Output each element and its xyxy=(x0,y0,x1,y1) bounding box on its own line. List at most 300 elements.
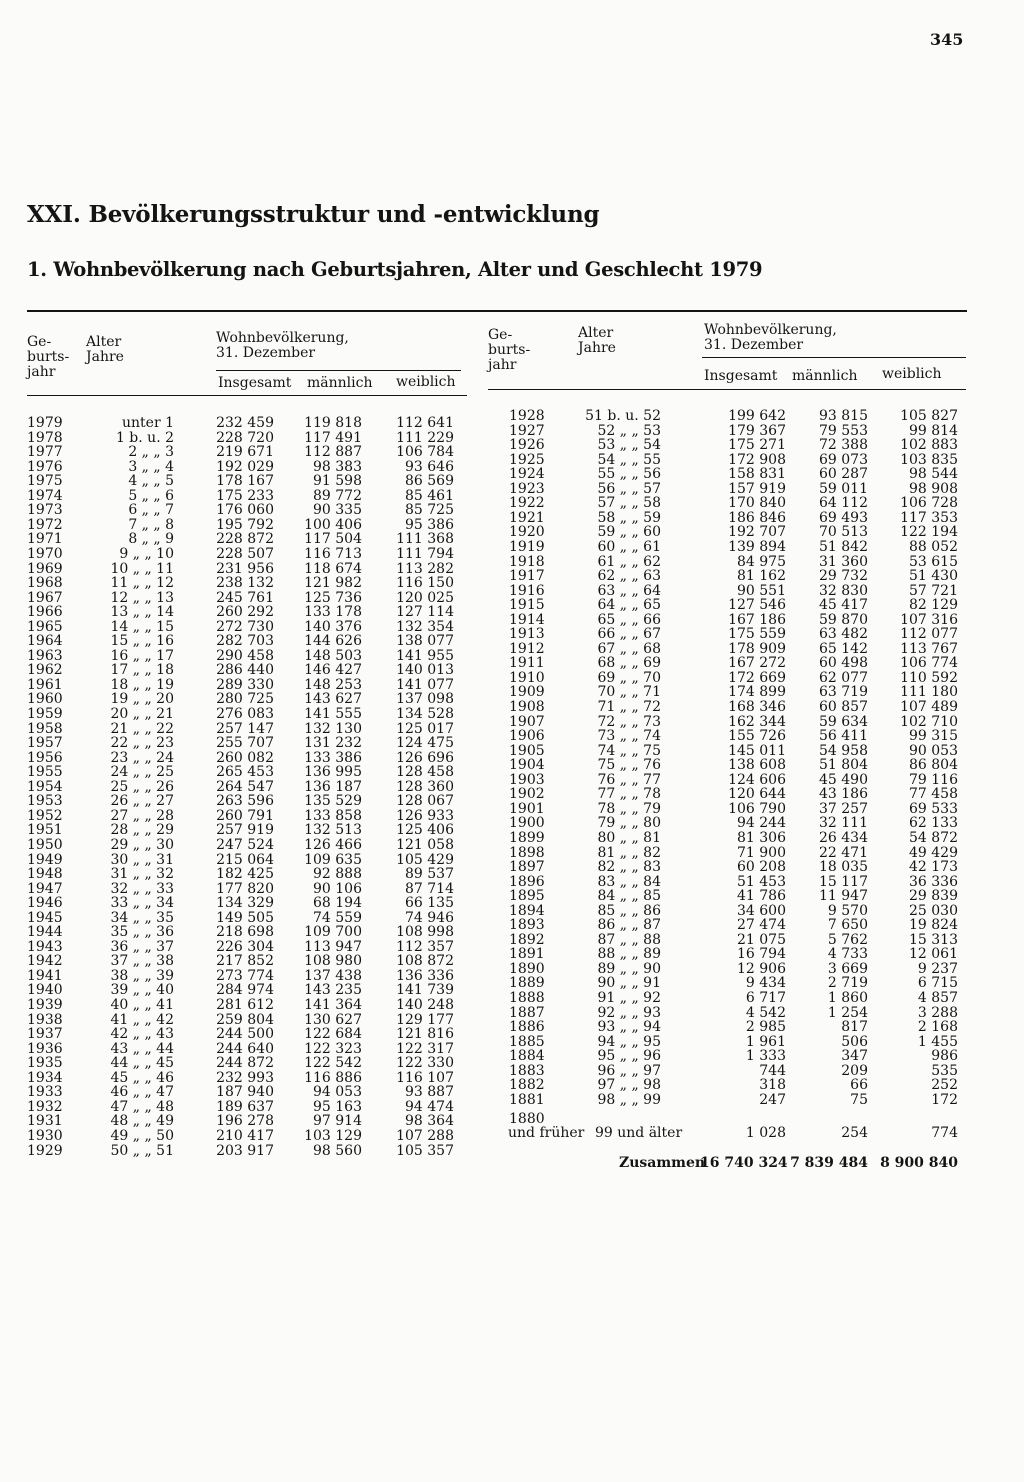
age-cell: 65 „ „ 66 xyxy=(597,611,661,628)
age-cell: 90 „ „ 91 xyxy=(597,975,661,992)
year-cell: 1919 xyxy=(509,538,545,555)
year-cell: 1918 xyxy=(509,553,545,570)
age-cell: 47 „ „ 48 xyxy=(110,1098,174,1115)
year-cell: 1886 xyxy=(509,1019,545,1036)
maennlich-cell: 90 106 xyxy=(313,880,362,897)
maennlich-cell: 125 736 xyxy=(304,589,362,606)
weiblich-cell: 535 xyxy=(931,1062,958,1079)
weiblich-cell: 141 955 xyxy=(396,647,454,664)
maennlich-cell: 144 626 xyxy=(304,633,362,650)
insgesamt-cell: 157 919 xyxy=(728,480,786,497)
age-cell: 68 „ „ 69 xyxy=(597,655,661,672)
age-cell: 27 „ „ 28 xyxy=(110,807,174,824)
age-cell: 59 „ „ 60 xyxy=(597,524,661,541)
weiblich-cell: 4 857 xyxy=(917,990,958,1006)
maennlich-cell: 60 498 xyxy=(819,655,868,672)
age-cell: 4 „ „ 5 xyxy=(128,473,174,490)
year-cell: 1968 xyxy=(27,575,63,592)
age-cell: 79 „ „ 80 xyxy=(597,815,661,832)
maennlich-cell: 103 129 xyxy=(304,1127,362,1144)
insgesamt-cell: 2 985 xyxy=(745,1019,786,1036)
maennlich-cell: 133 386 xyxy=(304,749,362,766)
maennlich-cell: 347 xyxy=(841,1048,868,1065)
weiblich-cell: 116 150 xyxy=(396,575,454,592)
insgesamt-cell: 260 292 xyxy=(216,604,274,621)
insgesamt-cell: 176 060 xyxy=(216,502,274,519)
table-top-rule xyxy=(27,310,967,312)
insgesamt-cell: 149 505 xyxy=(216,909,274,926)
insgesamt-cell: 16 794 xyxy=(737,946,786,963)
insgesamt-cell: 1 333 xyxy=(745,1048,786,1065)
age-cell: 21 „ „ 22 xyxy=(110,720,174,737)
year-cell: 1967 xyxy=(27,589,63,606)
year-cell: 1920 xyxy=(509,524,545,541)
insgesamt-cell: 286 440 xyxy=(216,662,274,679)
age-cell: 13 „ „ 14 xyxy=(110,604,174,621)
age-cell: 1 b. u. 2 xyxy=(115,429,174,446)
age-cell: 28 „ „ 29 xyxy=(110,822,174,839)
insgesamt-cell: 90 551 xyxy=(737,582,786,599)
age-cell: 85 „ „ 86 xyxy=(597,902,661,919)
right-subheader-rule xyxy=(702,357,966,358)
insgesamt-cell: 187 940 xyxy=(216,1084,274,1101)
age-cell: 87 „ „ 88 xyxy=(597,931,661,948)
insgesamt-cell: 290 458 xyxy=(216,647,274,664)
header-geburtsjahr: Ge- burts- jahr xyxy=(27,334,70,380)
maennlich-cell: 137 438 xyxy=(304,967,362,984)
insgesamt-cell: 6 717 xyxy=(745,990,786,1006)
maennlich-cell: 64 112 xyxy=(819,495,868,512)
weiblich-cell: 113 767 xyxy=(900,640,958,657)
age-cell: 57 „ „ 58 xyxy=(597,495,661,512)
weiblich-cell: 107 316 xyxy=(900,611,958,628)
age-cell: 11 „ „ 12 xyxy=(110,575,174,592)
maennlich-cell: 22 471 xyxy=(819,844,868,861)
year-cell: 1921 xyxy=(509,509,545,526)
year-cell: 1949 xyxy=(27,851,63,868)
maennlich-cell: 32 111 xyxy=(819,815,868,832)
age-cell: 41 „ „ 42 xyxy=(110,1011,174,1028)
maennlich-cell: 131 232 xyxy=(304,735,362,752)
maennlich-cell: 97 914 xyxy=(313,1113,362,1130)
year-cell: 1891 xyxy=(509,946,545,963)
weiblich-cell: 88 052 xyxy=(909,538,958,555)
insgesamt-cell: 272 730 xyxy=(216,618,274,635)
age-cell: 98 „ „ 99 xyxy=(597,1091,661,1108)
age-cell: 44 „ „ 45 xyxy=(110,1055,174,1072)
maennlich-cell: 141 555 xyxy=(304,706,362,722)
insgesamt-cell: 257 147 xyxy=(216,720,274,737)
year-cell: 1931 xyxy=(27,1113,63,1130)
maennlich-cell: 68 194 xyxy=(313,895,362,912)
age-cell: 82 „ „ 83 xyxy=(597,859,661,876)
year-cell: 1922 xyxy=(509,495,545,512)
maennlich-cell: 75 xyxy=(850,1091,868,1108)
year-cell: 1902 xyxy=(509,786,545,803)
total-weiblich: 8 900 840 xyxy=(880,1155,958,1171)
weiblich-cell: 112 077 xyxy=(900,626,958,643)
year-cell: 1932 xyxy=(27,1098,63,1115)
page-number: 345 xyxy=(930,30,964,49)
insgesamt-cell: 260 082 xyxy=(216,749,274,766)
header-alter: Alter Jahre xyxy=(578,325,616,356)
year-cell: 1958 xyxy=(27,720,63,737)
insgesamt-cell: 318 xyxy=(759,1077,786,1094)
insgesamt-cell: 12 906 xyxy=(737,960,786,977)
weiblich-cell: 29 839 xyxy=(909,888,958,905)
insgesamt-cell: 167 272 xyxy=(728,655,786,672)
weiblich-cell: 136 336 xyxy=(396,967,454,984)
age-cell: 33 „ „ 34 xyxy=(110,895,174,912)
insgesamt-cell: 260 791 xyxy=(216,807,274,824)
year-cell: 1954 xyxy=(27,778,63,795)
age-cell: 24 „ „ 25 xyxy=(110,764,174,781)
year-cell: 1884 xyxy=(509,1048,545,1065)
age-cell: 2 „ „ 3 xyxy=(128,444,174,461)
maennlich-cell: 146 427 xyxy=(304,662,362,679)
insgesamt-cell: 124 606 xyxy=(728,771,786,788)
age-cell: 14 „ „ 15 xyxy=(110,618,174,635)
insgesamt-cell: 195 792 xyxy=(216,516,274,533)
maennlich-cell: 122 323 xyxy=(304,1040,362,1057)
maennlich-cell: 62 077 xyxy=(819,669,868,686)
year-cell: 1913 xyxy=(509,626,545,643)
header-wohnbevoelkerung: Wohnbevölkerung, 31. Dezember xyxy=(216,330,349,361)
weiblich-cell: 112 357 xyxy=(396,938,454,955)
year-cell: 1952 xyxy=(27,807,63,824)
insgesamt-cell: 273 774 xyxy=(216,967,274,984)
weiblich-cell: 98 544 xyxy=(909,466,958,483)
weiblich-cell: 62 133 xyxy=(909,815,958,832)
weiblich-cell: 120 025 xyxy=(396,589,454,606)
year-cell: 1953 xyxy=(27,793,63,810)
age-cell: 89 „ „ 90 xyxy=(597,960,661,977)
age-cell: 80 „ „ 81 xyxy=(597,829,661,846)
weiblich-cell: 53 615 xyxy=(909,553,958,570)
age-cell: 25 „ „ 26 xyxy=(110,778,174,795)
weiblich-cell: 126 696 xyxy=(396,749,454,766)
weiblich-cell: 122 194 xyxy=(900,524,958,541)
maennlich-cell: 143 627 xyxy=(304,691,362,708)
maennlich-cell: 45 490 xyxy=(819,771,868,788)
maennlich-cell: 43 186 xyxy=(819,786,868,803)
weiblich-cell: 126 933 xyxy=(396,807,454,824)
age-cell: 83 „ „ 84 xyxy=(597,873,661,890)
insgesamt-cell: 257 919 xyxy=(216,822,274,839)
weiblich-cell: 105 827 xyxy=(900,408,958,424)
insgesamt-cell: 51 453 xyxy=(737,873,786,890)
age-cell: 37 „ „ 38 xyxy=(110,953,174,970)
maennlich-cell: 112 887 xyxy=(304,444,362,461)
maennlich-cell: 1 254 xyxy=(827,1004,868,1021)
insgesamt-cell: 158 831 xyxy=(728,466,786,483)
insgesamt-cell: 170 840 xyxy=(728,495,786,512)
maennlich-cell: 140 376 xyxy=(304,618,362,635)
maennlich-cell: 59 870 xyxy=(819,611,868,628)
year-cell: 1882 xyxy=(509,1077,545,1094)
weiblich-cell: 103 835 xyxy=(900,451,958,468)
year-cell: 1914 xyxy=(509,611,545,628)
weiblich-cell: 57 721 xyxy=(909,582,958,599)
age-cell: 78 „ „ 79 xyxy=(597,800,661,817)
year-cell: 1940 xyxy=(27,982,63,999)
weiblich-cell: 102 883 xyxy=(900,437,958,454)
year-cell: 1938 xyxy=(27,1011,63,1028)
insgesamt-cell: 27 474 xyxy=(737,917,786,934)
maennlich-cell: 133 858 xyxy=(304,807,362,824)
weiblich-cell: 49 429 xyxy=(909,844,958,861)
insgesamt-cell: 9 434 xyxy=(745,975,786,992)
insgesamt-cell: 199 642 xyxy=(728,408,786,424)
maennlich-cell: 70 513 xyxy=(819,524,868,541)
year-cell: 1909 xyxy=(509,684,545,701)
weiblich-cell: 125 406 xyxy=(396,822,454,839)
maennlich-cell: 90 335 xyxy=(313,502,362,519)
age-cell: 48 „ „ 49 xyxy=(110,1113,174,1130)
insgesamt-cell: 178 909 xyxy=(728,640,786,657)
maennlich-cell: 56 411 xyxy=(819,728,868,745)
weiblich-cell: 108 998 xyxy=(396,924,454,941)
age-cell: 7 „ „ 8 xyxy=(128,516,174,533)
weiblich-cell: 134 528 xyxy=(396,706,454,722)
maennlich-cell: 136 187 xyxy=(304,778,362,795)
age-cell: 66 „ „ 67 xyxy=(597,626,661,643)
weiblich-cell: 6 715 xyxy=(917,975,958,992)
insgesamt-cell: 264 547 xyxy=(216,778,274,795)
age-cell: 5 „ „ 6 xyxy=(128,487,174,504)
year-cell: 1934 xyxy=(27,1069,63,1086)
age-cell: 42 „ „ 43 xyxy=(110,1026,174,1043)
year-cell: 1908 xyxy=(509,699,545,715)
insgesamt-cell: 189 637 xyxy=(216,1098,274,1115)
weiblich-cell: 128 067 xyxy=(396,793,454,810)
insgesamt-cell: 134 329 xyxy=(216,895,274,912)
maennlich-cell: 135 529 xyxy=(304,793,362,810)
header-weiblich: weiblich xyxy=(882,366,942,382)
weiblich-cell: 132 354 xyxy=(396,618,454,635)
insgesamt-cell: 21 075 xyxy=(737,931,786,948)
maennlich-cell: 59 011 xyxy=(819,480,868,497)
weiblich-cell: 122 317 xyxy=(396,1040,454,1057)
age-cell: 20 „ „ 21 xyxy=(110,706,174,722)
year-cell: 1961 xyxy=(27,676,63,693)
year-cell: 1975 xyxy=(27,473,63,490)
weiblich-cell: 107 288 xyxy=(396,1127,454,1144)
age-cell: 8 „ „ 9 xyxy=(128,531,174,548)
maennlich-cell: 31 360 xyxy=(819,553,868,570)
insgesamt-cell: 247 524 xyxy=(216,836,274,853)
insgesamt-cell: 228 720 xyxy=(216,429,274,446)
insgesamt-cell: 172 669 xyxy=(728,669,786,686)
insgesamt-cell: 226 304 xyxy=(216,938,274,955)
insgesamt-cell: 281 612 xyxy=(216,997,274,1013)
weiblich-cell: 19 824 xyxy=(909,917,958,934)
age-cell: 40 „ „ 41 xyxy=(110,997,174,1013)
insgesamt-cell: 145 011 xyxy=(728,742,786,759)
maennlich-cell: 143 235 xyxy=(304,982,362,999)
insgesamt-cell: 178 167 xyxy=(216,473,274,490)
age-cell: 3 „ „ 4 xyxy=(128,458,174,475)
weiblich-cell: 116 107 xyxy=(396,1069,454,1086)
year-cell: 1929 xyxy=(27,1142,63,1159)
maennlich-cell: 60 287 xyxy=(819,466,868,483)
year-cell: 1904 xyxy=(509,757,545,774)
year-cell: 1957 xyxy=(27,735,63,752)
maennlich-cell: 132 130 xyxy=(304,720,362,737)
total-insgesamt: 16 740 324 xyxy=(700,1155,788,1171)
maennlich-cell: 116 886 xyxy=(304,1069,362,1086)
chapter-title: XXI. Bevölkerungsstruktur und -entwicklung xyxy=(27,201,600,228)
maennlich-cell: 93 815 xyxy=(819,408,868,424)
year-cell: 1963 xyxy=(27,647,63,664)
maennlich-cell: 74 559 xyxy=(313,909,362,926)
year-cell: 1907 xyxy=(509,713,545,730)
age-cell: 39 „ „ 40 xyxy=(110,982,174,999)
header-insgesamt: Insgesamt xyxy=(704,368,778,384)
weiblich-cell: 127 114 xyxy=(396,604,454,621)
age-cell: 99 und älter xyxy=(595,1125,683,1141)
maennlich-cell: 109 635 xyxy=(304,851,362,868)
insgesamt-cell: 228 507 xyxy=(216,545,274,562)
age-cell: 96 „ „ 97 xyxy=(597,1062,661,1079)
insgesamt-cell: 215 064 xyxy=(216,851,274,868)
age-cell: 35 „ „ 36 xyxy=(110,924,174,941)
maennlich-cell: 79 553 xyxy=(819,422,868,439)
year-cell: 1977 xyxy=(27,444,63,461)
insgesamt-cell: 175 559 xyxy=(728,626,786,643)
maennlich-cell: 119 818 xyxy=(304,415,362,431)
age-cell: 63 „ „ 64 xyxy=(597,582,661,599)
year-cell: 1971 xyxy=(27,531,63,548)
age-cell: 15 „ „ 16 xyxy=(110,633,174,650)
header-geburtsjahr: Ge- burts- jahr xyxy=(488,327,531,373)
insgesamt-cell: 139 894 xyxy=(728,538,786,555)
maennlich-cell: 26 434 xyxy=(819,829,868,846)
insgesamt-cell: 289 330 xyxy=(216,676,274,693)
year-cell: 1945 xyxy=(27,909,63,926)
weiblich-cell: 3 288 xyxy=(917,1004,958,1021)
year-cell: 1972 xyxy=(27,516,63,533)
year-cell: 1901 xyxy=(509,800,545,817)
maennlich-cell: 148 253 xyxy=(304,676,362,693)
insgesamt-cell: 218 698 xyxy=(216,924,274,941)
weiblich-cell: 86 804 xyxy=(909,757,958,774)
age-cell: 49 „ „ 50 xyxy=(110,1127,174,1144)
year-cell: 1893 xyxy=(509,917,545,934)
insgesamt-cell: 247 xyxy=(759,1091,786,1108)
weiblich-cell: 85 461 xyxy=(405,487,454,504)
insgesamt-cell: 186 846 xyxy=(728,509,786,526)
maennlich-cell: 122 684 xyxy=(304,1026,362,1043)
maennlich-cell: 51 842 xyxy=(819,538,868,555)
age-cell: 74 „ „ 75 xyxy=(597,742,661,759)
year-cell: 1936 xyxy=(27,1040,63,1057)
year-cell: 1887 xyxy=(509,1004,545,1021)
insgesamt-cell: 127 546 xyxy=(728,597,786,614)
year-cell: 1896 xyxy=(509,873,545,890)
year-cell: 1917 xyxy=(509,568,545,585)
weiblich-cell: 66 135 xyxy=(405,895,454,912)
year-cell: 1881 xyxy=(509,1091,545,1108)
year-cell: 1899 xyxy=(509,829,545,846)
maennlich-cell: 506 xyxy=(841,1033,868,1050)
weiblich-cell: 90 053 xyxy=(909,742,958,759)
year-cell: 1924 xyxy=(509,466,545,483)
weiblich-cell: 93 887 xyxy=(405,1084,454,1101)
insgesamt-cell: 155 726 xyxy=(728,728,786,745)
age-cell: 91 „ „ 92 xyxy=(597,990,661,1006)
maennlich-cell: 98 560 xyxy=(313,1142,362,1159)
maennlich-cell: 91 598 xyxy=(313,473,362,490)
year-cell: 1944 xyxy=(27,924,63,941)
weiblich-cell: 111 229 xyxy=(396,429,454,446)
maennlich-cell: 118 674 xyxy=(304,560,362,577)
year-cell: 1974 xyxy=(27,487,63,504)
weiblich-cell: 110 592 xyxy=(900,669,958,686)
insgesamt-cell: 1 028 xyxy=(745,1125,786,1141)
year-cell: 1959 xyxy=(27,706,63,722)
insgesamt-cell: 265 453 xyxy=(216,764,274,781)
year-cell: 1926 xyxy=(509,437,545,454)
year-cell: 1889 xyxy=(509,975,545,992)
year-cell: 1900 xyxy=(509,815,545,832)
year-cell: 1964 xyxy=(27,633,63,650)
weiblich-cell: 125 017 xyxy=(396,720,454,737)
weiblich-cell: 113 282 xyxy=(396,560,454,577)
maennlich-cell: 59 634 xyxy=(819,713,868,730)
year-cell: 1943 xyxy=(27,938,63,955)
age-cell: 38 „ „ 39 xyxy=(110,967,174,984)
maennlich-cell: 95 163 xyxy=(313,1098,362,1115)
weiblich-cell: 128 360 xyxy=(396,778,454,795)
age-cell: 55 „ „ 56 xyxy=(597,466,661,483)
weiblich-cell: 117 353 xyxy=(900,509,958,526)
age-cell: 32 „ „ 33 xyxy=(110,880,174,897)
age-cell: 88 „ „ 89 xyxy=(597,946,661,963)
insgesamt-cell: 4 542 xyxy=(745,1004,786,1021)
insgesamt-cell: 192 707 xyxy=(728,524,786,541)
weiblich-cell: 111 368 xyxy=(396,531,454,548)
weiblich-cell: 986 xyxy=(931,1048,958,1065)
insgesamt-cell: 244 872 xyxy=(216,1055,274,1072)
insgesamt-cell: 81 306 xyxy=(737,829,786,846)
weiblich-cell: 95 386 xyxy=(405,516,454,533)
weiblich-cell: 105 357 xyxy=(396,1142,454,1159)
maennlich-cell: 117 491 xyxy=(304,429,362,446)
age-cell: 26 „ „ 27 xyxy=(110,793,174,810)
insgesamt-cell: 244 640 xyxy=(216,1040,274,1057)
year-cell: 1941 xyxy=(27,967,63,984)
age-cell: 31 „ „ 32 xyxy=(110,866,174,883)
year-cell: 1955 xyxy=(27,764,63,781)
insgesamt-cell: 177 820 xyxy=(216,880,274,897)
header-weiblich: weiblich xyxy=(396,374,456,390)
year-cell: 1895 xyxy=(509,888,545,905)
year-cell: 1916 xyxy=(509,582,545,599)
year-cell: 1962 xyxy=(27,662,63,679)
weiblich-cell: 111 794 xyxy=(396,545,454,562)
maennlich-cell: 148 503 xyxy=(304,647,362,664)
age-cell: 56 „ „ 57 xyxy=(597,480,661,497)
maennlich-cell: 254 xyxy=(841,1125,868,1141)
age-cell: 30 „ „ 31 xyxy=(110,851,174,868)
age-cell: 10 „ „ 11 xyxy=(110,560,174,577)
age-cell: 34 „ „ 35 xyxy=(110,909,174,926)
age-cell: 18 „ „ 19 xyxy=(110,676,174,693)
age-cell: 52 „ „ 53 xyxy=(597,422,661,439)
total-label: Zusammen xyxy=(619,1155,706,1171)
age-cell: 75 „ „ 76 xyxy=(597,757,661,774)
